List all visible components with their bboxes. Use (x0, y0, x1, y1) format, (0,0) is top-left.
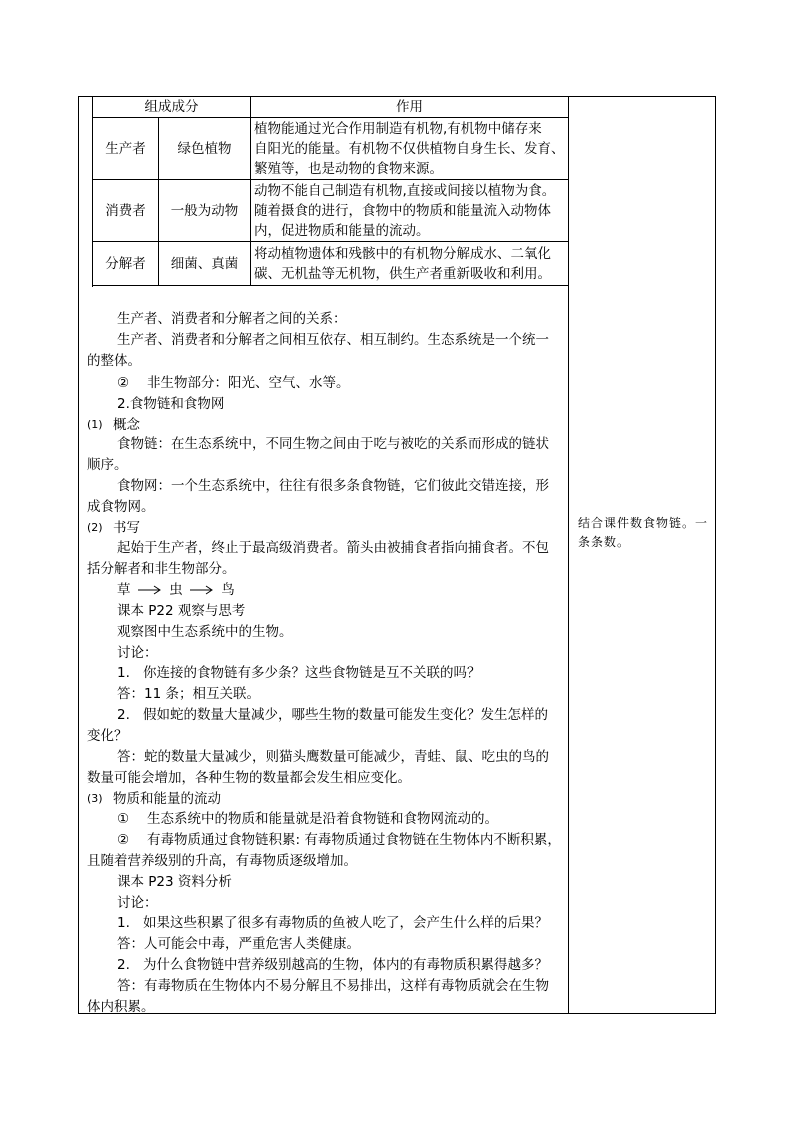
abiotic-marker: ② (117, 375, 130, 391)
textbook-reference: 课本 P22 观察与思考 (117, 603, 246, 619)
question-number: 1. (117, 665, 130, 681)
food-chain-definition: 顺序。 (87, 457, 128, 473)
answer-text: 体内积累。 (87, 999, 155, 1015)
abiotic-text: 非生物部分：阳光、空气、水等。 (147, 375, 350, 391)
component-role (251, 180, 569, 242)
answer-text: 答：11 条；相互关联。 (117, 686, 260, 702)
role-line: 将动植物遗体和残骸中的有机物分解成水、二氧化 (254, 245, 551, 262)
discussion-label: 讨论： (117, 895, 158, 911)
answer-text: 答：人可能会中毒，严重危害人类健康。 (117, 936, 360, 952)
item-marker: (2) (87, 521, 103, 534)
role-line: 自阳光的能量。有机物不仅供植物自身生长、发育、 (254, 140, 565, 157)
component-type: 一般为动物 (159, 180, 251, 242)
item-marker: (1) (87, 418, 103, 431)
writing-rule: 起始于生产者，终止于最高级消费者。箭头由被捕食者指向捕食者。不包 (117, 540, 549, 556)
role-line: 随着摄食的进行，食物中的物质和能量流入动物体 (254, 202, 551, 219)
textbook-reference: 课本 P23 资料分析 (117, 874, 232, 890)
role-line: 植物能通过光合作用制造有机物,有机物中储存来 (254, 120, 542, 137)
food-chain-definition: 食物链：在生态系统中，不同生物之间由于吃与被吃的关系而形成的链状 (117, 436, 549, 452)
writing-rule: 括分解者和非生物部分。 (87, 561, 236, 577)
answer-text: 答：有毒物质在生物体内不易分解且不易排出，这样有毒物质就会在生物 (117, 978, 549, 994)
component-role (251, 118, 569, 180)
question-number: 1. (117, 915, 130, 931)
header-component: 组成成分 (93, 97, 251, 118)
arrow-right-icon (137, 584, 163, 596)
role-line: 内，促进物质和能量的流动。 (254, 222, 430, 239)
flow-text: 生态系统中的物质和能量就是沿着食物链和食物网流动的。 (147, 811, 498, 827)
table-row (93, 180, 569, 242)
teacher-side-note: 结合课件数食物链。一条条数。 (578, 516, 709, 549)
question-text: 假如蛇的数量大量减少，哪些生物的数量可能发生变化？发生怎样的 (143, 707, 548, 723)
role-line: 碳、无机盐等无机物，供生产者重新吸收和利用。 (254, 265, 551, 282)
food-web-definition: 食物网：一个生态系统中，往往有很多条食物链，它们彼此交错连接，形 (117, 478, 549, 494)
food-chain-example (117, 581, 235, 599)
question-text: 你连接的食物链有多少条？这些食物链是互不关联的吗？ (143, 665, 481, 681)
arrow-right-icon (189, 584, 215, 596)
section-heading: 2.食物链和食物网 (117, 396, 225, 412)
table-row (93, 242, 569, 286)
component-type: 绿色植物 (159, 118, 251, 180)
flow-text: 且随着营养级别的升高，有毒物质逐级增加。 (87, 853, 357, 869)
role-line: 动物不能自己制造有机物,直接或间接以植物为食。 (254, 182, 556, 199)
question-text: 变化？ (87, 728, 128, 744)
component-type: 细菌、真菌 (159, 242, 251, 286)
bird-label: 鸟 (221, 582, 235, 598)
question-text: 如果这些积累了很多有毒物质的鱼被人吃了，会产生什么样的后果？ (143, 915, 548, 931)
flow-text: 有毒物质通过食物链积累: 有毒物质通过食物链在生物体内不断积累， (147, 832, 561, 848)
component-role (251, 242, 569, 286)
item-marker: (3) (87, 792, 103, 805)
ecosystem-components-table (92, 96, 569, 286)
relation-text: 的整体。 (87, 353, 141, 369)
flow-marker: ② (117, 832, 130, 848)
sub-heading: 书写 (113, 520, 140, 536)
relation-title: 生产者、消费者和分解者之间的关系： (117, 311, 347, 327)
relation-text: 生产者、消费者和分解者之间相互依存、相互制约。生态系统是一个统一 (117, 332, 549, 348)
component-name: 消费者 (93, 180, 159, 242)
component-name: 分解者 (93, 242, 159, 286)
question-number: 2. (117, 957, 130, 973)
answer-text: 答：蛇的数量大量减少，则猫头鹰数量可能减少，青蛙、鼠、吃虫的鸟的 (117, 749, 549, 765)
insect-label: 虫 (169, 582, 183, 598)
question-number: 2. (117, 707, 130, 723)
header-role: 作用 (251, 97, 569, 118)
answer-text: 数量可能会增加，各种生物的数量都会发生相应变化。 (87, 770, 411, 786)
table-header-row (93, 97, 569, 118)
role-line: 繁殖等，也是动物的食物来源。 (254, 160, 443, 177)
flow-marker: ① (117, 811, 130, 827)
sub-heading: 物质和能量的流动 (113, 791, 221, 807)
observe-text: 观察图中生态系统中的生物。 (117, 624, 293, 640)
grass-label: 草 (117, 582, 131, 598)
discussion-label: 讨论： (117, 645, 158, 661)
question-text: 为什么食物链中营养级别越高的生物，体内的有毒物质积累得越多？ (143, 957, 548, 973)
component-name: 生产者 (93, 118, 159, 180)
sub-heading: 概念 (113, 417, 140, 433)
table-row (93, 118, 569, 180)
food-web-definition: 成食物网。 (87, 499, 155, 515)
